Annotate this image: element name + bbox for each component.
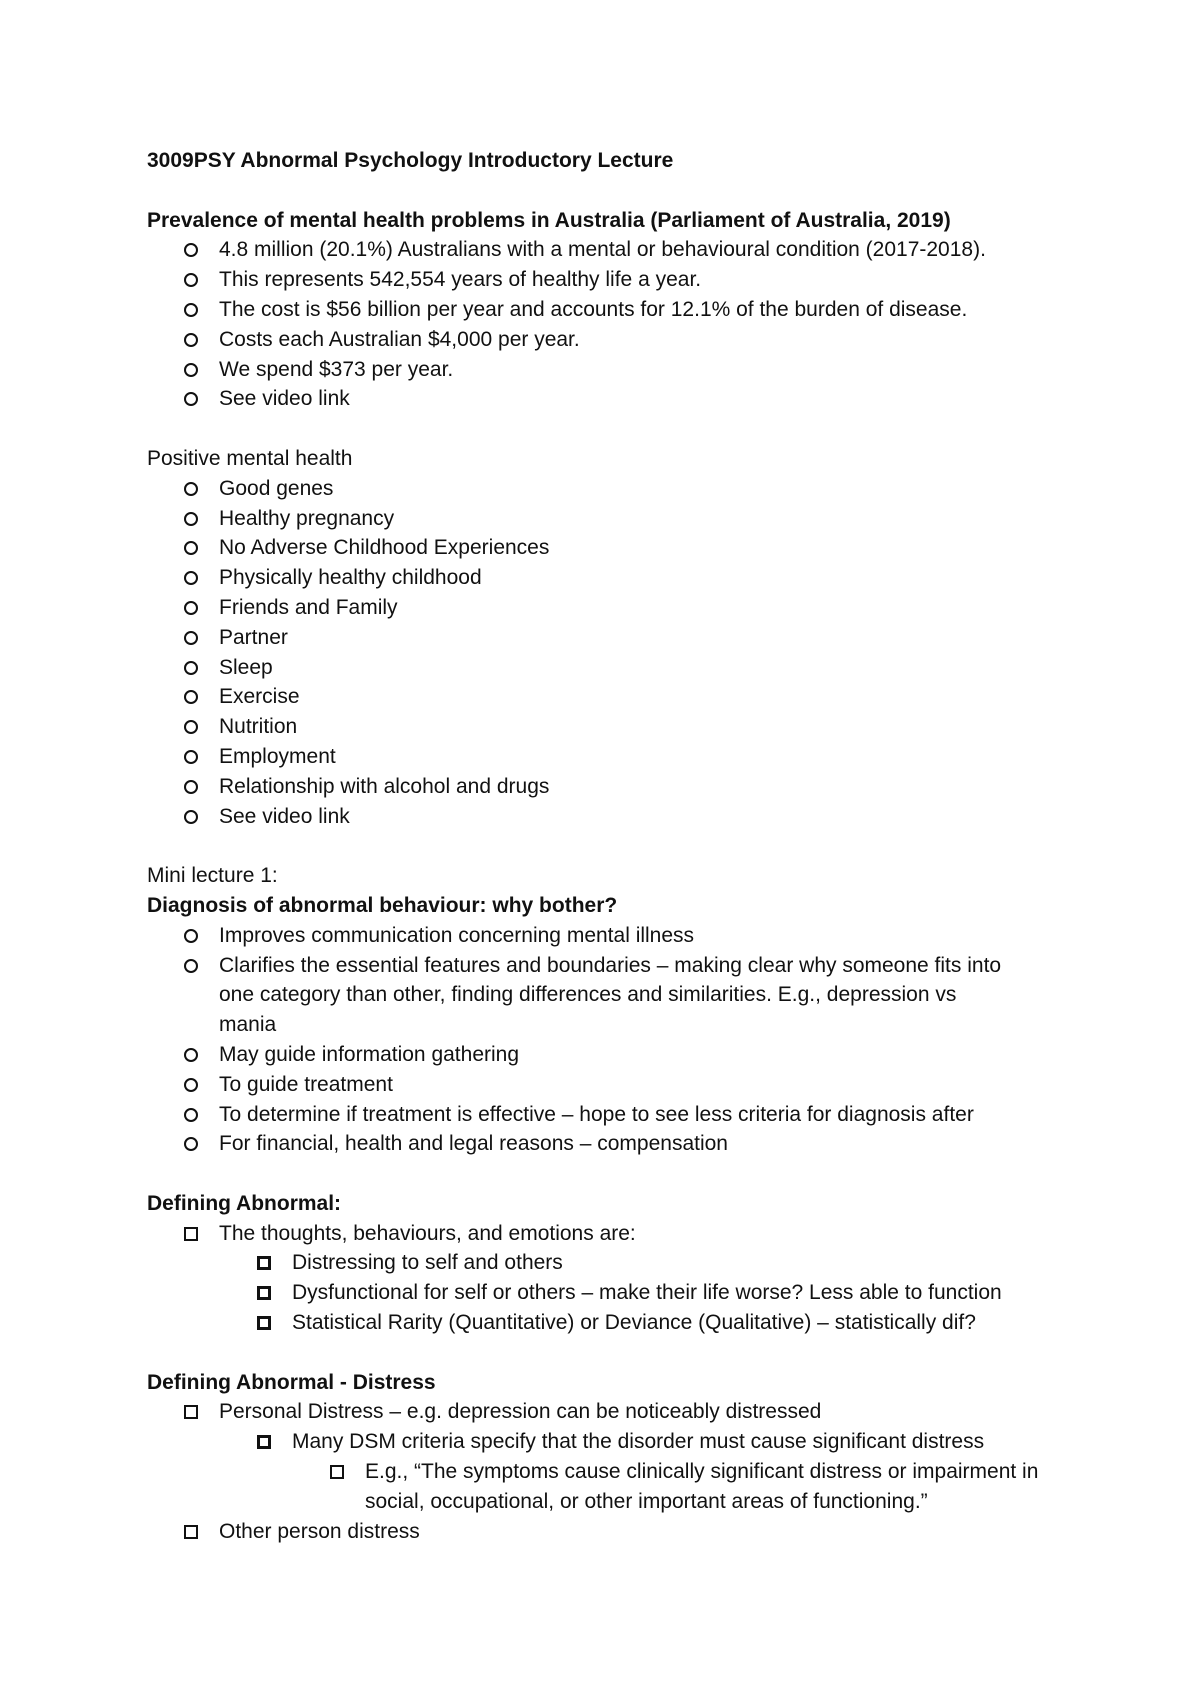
circle-bullet-icon (184, 631, 198, 645)
prevalence-list (147, 235, 1087, 414)
list-item: To guide treatment (147, 1070, 1087, 1100)
list-item: No Adverse Childhood Experiences (147, 533, 1087, 563)
circle-bullet-icon (184, 571, 198, 585)
circle-bullet-icon (184, 750, 198, 764)
circle-bullet-icon (184, 780, 198, 794)
list-item: E.g., “The symptoms cause clinically significant distress or impairment in social, occupational, or other important areas of functioning.” (147, 1457, 1085, 1517)
document-title: 3009PSY Abnormal Psychology Introductory Lecture (147, 149, 674, 172)
circle-bullet-icon (184, 1137, 198, 1151)
mini-lecture-list (147, 921, 1087, 1159)
list-item: Good genes (147, 474, 1087, 504)
mini-lecture-label: Mini lecture 1: (147, 864, 278, 888)
positive-heading: Positive mental health (147, 446, 353, 470)
list-item: This represents 542,554 years of healthy life a year. (147, 265, 1087, 295)
list-item: Friends and Family (147, 593, 1087, 623)
circle-bullet-icon (184, 243, 198, 257)
list-item: To determine if treatment is effective – hope to see less criteria for diagnosis after (147, 1100, 1087, 1130)
square-bullet-icon (330, 1465, 344, 1479)
list-item: See video link (147, 802, 1087, 832)
list-item: Physically healthy childhood (147, 563, 1087, 593)
list-item: See video link (147, 384, 1087, 414)
distress-heading: Defining Abnormal - Distress (147, 1370, 436, 1394)
circle-bullet-icon (184, 1078, 198, 1092)
positive-list (147, 474, 1087, 832)
circle-bullet-icon (184, 690, 198, 704)
list-item: Employment (147, 742, 1087, 772)
list-item: Dysfunctional for self or others – make their life worse? Less able to function (147, 1278, 1087, 1308)
list-item: Statistical Rarity (Quantitative) or Deviance (Qualitative) – statistically dif? (147, 1308, 1087, 1338)
prevalence-heading: Prevalence of mental health problems in Australia (Parliament of Australia, 2019) (147, 208, 951, 232)
list-item: For financial, health and legal reasons – compensation (147, 1129, 1087, 1159)
circle-bullet-icon (184, 661, 198, 675)
square-bullet-icon (184, 1405, 198, 1419)
circle-bullet-icon (184, 1048, 198, 1062)
square-bullet-icon (257, 1316, 271, 1330)
list-item: Other person distress (147, 1517, 1087, 1547)
circle-bullet-icon (184, 959, 198, 973)
square-bullet-icon (257, 1286, 271, 1300)
list-item: Partner (147, 623, 1087, 653)
square-bullet-icon (184, 1227, 198, 1241)
list-item: Sleep (147, 653, 1087, 683)
defining-list (147, 1219, 1087, 1338)
list-item: Healthy pregnancy (147, 504, 1087, 534)
square-bullet-icon (257, 1435, 271, 1449)
circle-bullet-icon (184, 333, 198, 347)
circle-bullet-icon (184, 273, 198, 287)
distress-list (147, 1397, 1087, 1546)
list-item: Distressing to self and others (147, 1248, 1087, 1278)
circle-bullet-icon (184, 392, 198, 406)
square-bullet-icon (184, 1525, 198, 1539)
list-item: Relationship with alcohol and drugs (147, 772, 1087, 802)
list-item: Clarifies the essential features and boundaries – making clear why someone fits into one category than other, finding differences and similarities. E.g., depression vs mania (147, 951, 1019, 1040)
list-item: Improves communication concerning mental illness (147, 921, 1087, 951)
square-bullet-icon (257, 1256, 271, 1270)
circle-bullet-icon (184, 929, 198, 943)
list-item: Costs each Australian $4,000 per year. (147, 325, 1087, 355)
list-item: May guide information gathering (147, 1040, 1087, 1070)
circle-bullet-icon (184, 541, 198, 555)
document-page (147, 146, 1087, 1546)
list-item: Nutrition (147, 712, 1087, 742)
circle-bullet-icon (184, 720, 198, 734)
circle-bullet-icon (184, 601, 198, 615)
defining-heading: Defining Abnormal: (147, 1191, 342, 1215)
list-item: Exercise (147, 682, 1087, 712)
list-item: Personal Distress – e.g. depression can be noticeably distressed (147, 1397, 1087, 1427)
mini-lecture-heading: Diagnosis of abnormal behaviour: why bother? (147, 893, 618, 917)
circle-bullet-icon (184, 303, 198, 317)
list-item: Many DSM criteria specify that the disorder must cause significant distress (147, 1427, 1087, 1457)
list-item: 4.8 million (20.1%) Australians with a mental or behavioural condition (2017-2018). (147, 235, 1087, 265)
circle-bullet-icon (184, 512, 198, 526)
list-item: We spend $373 per year. (147, 355, 1087, 385)
circle-bullet-icon (184, 1108, 198, 1122)
circle-bullet-icon (184, 810, 198, 824)
list-item: The thoughts, behaviours, and emotions are: (147, 1219, 1087, 1249)
circle-bullet-icon (184, 363, 198, 377)
list-item: The cost is $56 billion per year and accounts for 12.1% of the burden of disease. (147, 295, 1087, 325)
circle-bullet-icon (184, 482, 198, 496)
